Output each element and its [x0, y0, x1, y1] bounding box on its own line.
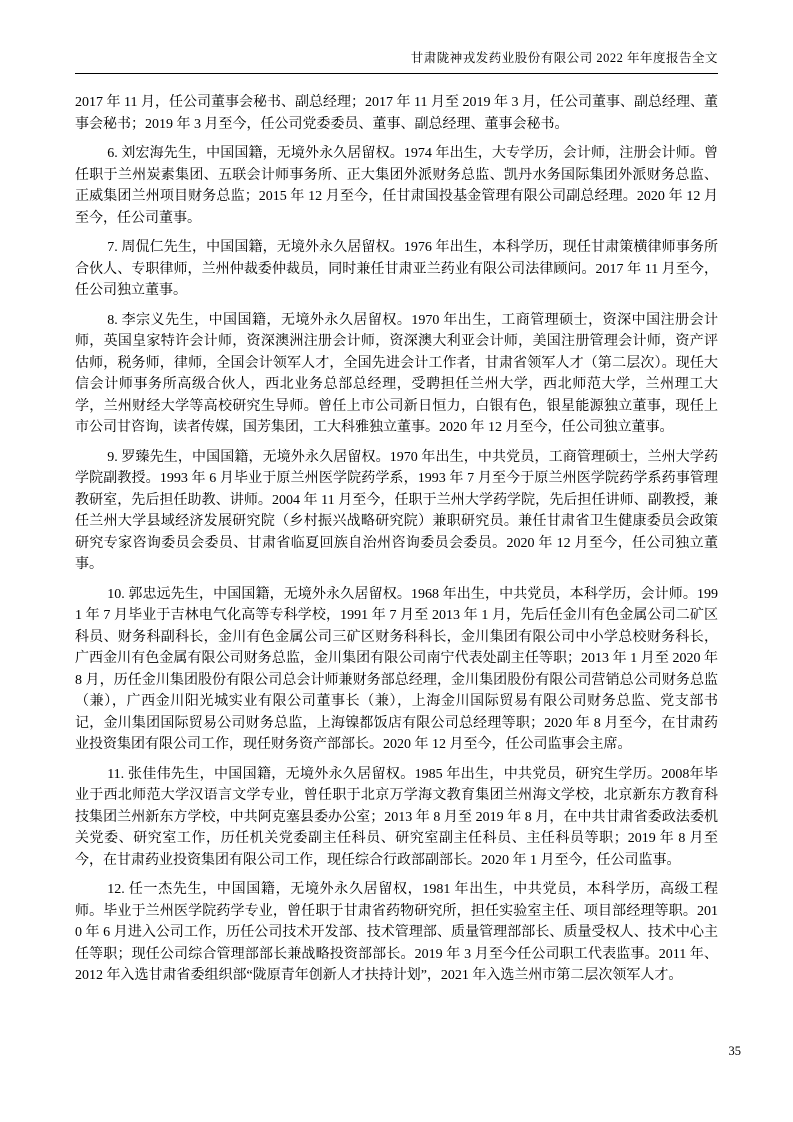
paragraph: 8. 李宗义先生，中国国籍，无境外永久居留权。1970 年出生，工商管理硕士，资深中国注册会计师，英国皇家特许会计师，资深澳洲注册会计师，资深澳大利亚会计师，美国注册管理会计师，资产评估师，税务师，律师，全国会计领军人才，全国先进会计工作者，甘肃省领军人才（第二层次）。现任大信会计师事务所高级合伙人，西北业务总部总经理，受聘担任兰州大学，西北师范大学，兰州理工大学，兰州财经大学等高校研究生导师。曾任上市公司新日恒力，白银有色，银星能源独立董事，现任上市公司甘咨询，读者传媒，国芳集团，工大科雅独立董事。2020 年 12 月至今，任公司独立董事。 [75, 312, 718, 436]
document-body [75, 92, 718, 987]
paragraph: 12. 任一杰先生，中国国籍，无境外永久居留权，1981 年出生，中共党员，本科学历，高级工程师。毕业于兰州医学院药学专业，曾任职于甘肃省药物研究所，担任实验室主任、项目部经理等职。2010 年 6 月进入公司工作，历任公司技术开发部、技术管理部、质量管理部部长、质量受权人、技术中心主任等职；现任公司综合管理部部长兼战略投资部部长。2019 年 3 月至今任公司职工代表监事。2011 年、 2012 年入选甘肃省委组织部“陇原青年创新人才扶持计划”，2021 年入选兰州市第二层次领军人才。 [75, 882, 718, 984]
paragraph: 10. 郭忠远先生，中国国籍，无境外永久居留权。1968 年出生，中共党员，本科学历，会计师。1991 年 7 月毕业于吉林电气化高等专科学校，1991 年 7 月至 2013 年 1 月，先后任金川有色金属公司二矿区科员、财务科副科长，金川有色金属公司三矿区财务科科长，金川集团有限公司中小学总校财务科长，广西金川有色金属有限公司财务总监，金川集团有限公司南宁代表处副主任等职；2013 年 1 月至 2020 年 8 月，历任金川集团股份有限公司总会计师兼财务部总经理，金川集团股份有限公司营销总公司财务总监（兼），广西金川阳光城实业有限公司董事长（兼），上海金川国际贸易有限公司财务总监、党支部书记，金川集团国际贸易公司财务总监，上海镍都饭店有限公司总经理等职；2020 年 8 月至今，在甘肃药业投资集团有限公司工作，现任财务资产部部长。2020 年 12 月至今，任公司监事会主席。 [75, 586, 718, 753]
page-number: 35 [728, 1044, 741, 1058]
paragraph: 11. 张佳伟先生，中国国籍，无境外永久居留权。1985 年出生，中共党员，研究生学历。2008年毕业于西北师范大学汉语言文学专业，曾任职于北京万学海文教育集团兰州海文学校，北京新东方教育科技集团兰州新东方学校，中共阿克塞县委办公室；2013 年 8 月至 2019 年 8 月，在中共甘肃省委政法委机关党委、研究室工作，历任机关党委副主任科员、研究室副主任科员、主任科员等职；2019 年 8 月至今，在甘肃药业投资集团有限公司工作，现任综合行政部副部长。2020 年 1 月至今，任公司监事。 [75, 766, 718, 868]
paragraph: 7. 周侃仁先生，中国国籍，无境外永久居留权。1976 年出生，本科学历，现任甘肃策横律师事务所合伙人、专职律师，兰州仲裁委仲裁员，同时兼任甘肃亚兰药业有限公司法律顾问。2017 年 11 月至今，任公司独立董事。 [75, 240, 718, 299]
paragraph: 6. 刘宏海先生，中国国籍，无境外永久居留权。1974 年出生，大专学历，会计师，注册会计师。曾任职于兰州炭素集团、五联会计师事务所、正大集团外派财务总监、凯丹水务国际集团外派财务总监、正威集团兰州项目财务总监；2015 年 12 月至今，任甘肃国投基金管理有限公司副总经理。2020 年 12 月至今，任公司董事。 [75, 146, 718, 226]
page-footer [729, 1042, 742, 1060]
paragraph: 2017 年 11 月，任公司董事会秘书、副总经理；2017 年 11 月至 2019 年 3 月，任公司董事、副总经理、董事会秘书；2019 年 3 月至今，任公司党委委员、董事、副总经理、董事会秘书。 [75, 95, 718, 132]
report-header-title: 甘肃陇神戎发药业股份有限公司 2022 年年度报告全文 [410, 51, 718, 65]
paragraph: 9. 罗臻先生，中国国籍，无境外永久居留权。1970 年出生，中共党员，工商管理硕士，兰州大学药学院副教授。1993 年 6 月毕业于原兰州医学院药学系，1993 年 7 月至今于原兰州医学院药学系药事管理教研室，先后担任助教、讲师。2004 年 11 月至今，任职于兰州大学药学院，先后担任讲师、副教授，兼任兰州大学县域经济发展研究院（乡村振兴战略研究院）兼职研究员。兼任甘肃省卫生健康委员会政策研究专家咨询委员会委员、甘肃省临夏回族自治州咨询委员会委员。2020 年 12 月至今，任公司独立董事。 [75, 449, 718, 573]
page-header [75, 50, 718, 74]
